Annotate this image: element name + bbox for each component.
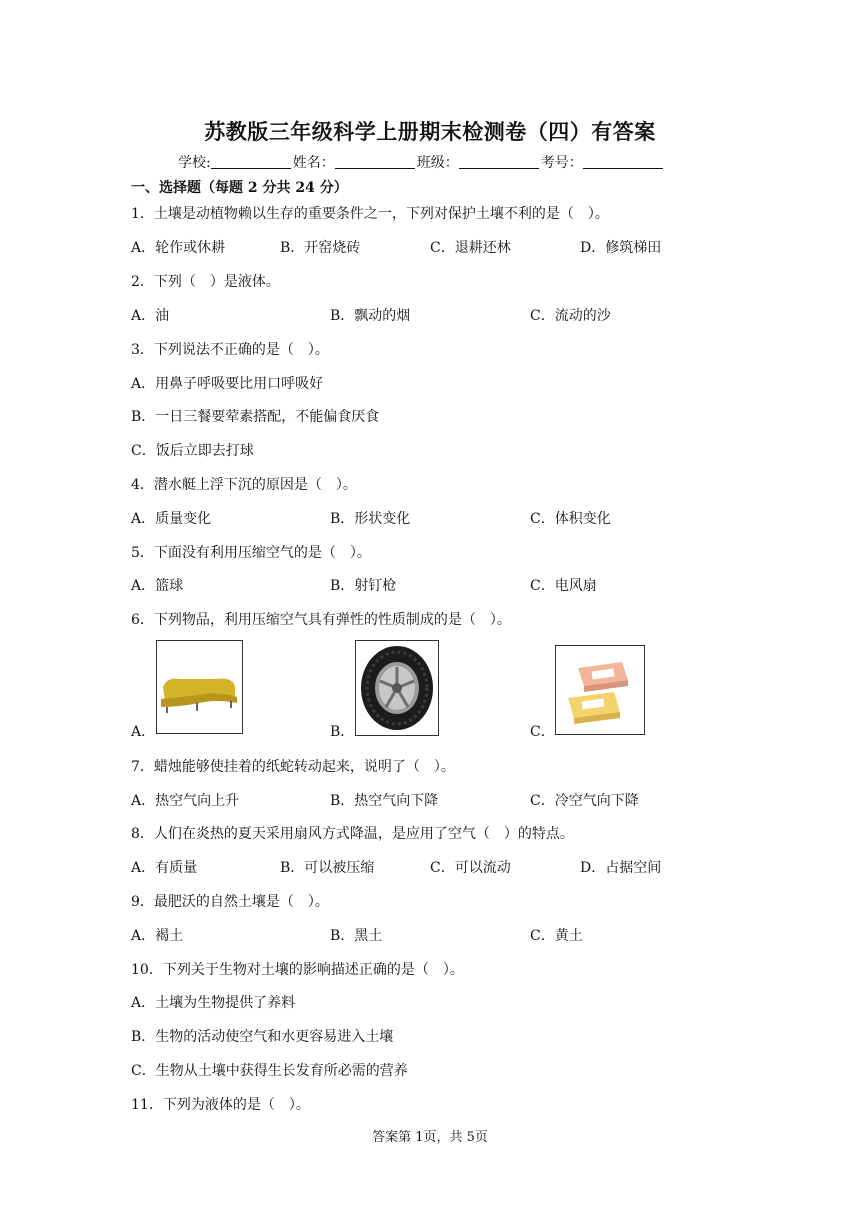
class-label: 班级： <box>416 155 459 171</box>
question-6: 6．下列物品，利用压缩空气具有弹性的性质制成的是（ ）。 <box>131 612 511 628</box>
q6-option-b[interactable]: B． <box>330 724 355 740</box>
class-blank[interactable] <box>459 154 539 169</box>
question-2: 2．下列（ ）是液体。 <box>131 274 280 290</box>
question-11: 11．下列为液体的是（ ）。 <box>131 1097 310 1113</box>
question-8: 8．人们在炎热的夏天采用扇风方式降温，是应用了空气（ ）的特点。 <box>131 826 574 842</box>
q3-option-c[interactable]: C．饭后立即去打球 <box>131 443 254 459</box>
question-10: 10．下列关于生物对土壤的影响描述正确的是（ ）。 <box>131 962 464 978</box>
question-4: 4．潜水艇上浮下沉的原因是（ ）。 <box>131 477 357 493</box>
q2-option-c[interactable]: C．流动的沙 <box>530 308 611 324</box>
question-1: 1．土壤是动植物赖以生存的重要条件之一，下列对保护土壤不利的是（ ）。 <box>131 206 609 222</box>
q8-option-b[interactable]: B．可以被压缩 <box>280 860 375 876</box>
q6-option-c[interactable]: C． <box>530 724 555 740</box>
q7-option-b[interactable]: B．热空气向下降 <box>330 793 439 809</box>
q8-option-c[interactable]: C．可以流动 <box>430 860 511 876</box>
name-label: 姓名： <box>292 155 335 171</box>
q8-option-a[interactable]: A．有质量 <box>131 860 198 876</box>
school-blank[interactable] <box>211 154 291 169</box>
student-info-line <box>178 152 665 172</box>
q6-option-a[interactable]: A． <box>131 724 156 740</box>
q3-option-b[interactable]: B．一日三餐要荤素搭配，不能偏食厌食 <box>131 409 380 425</box>
q4-option-b[interactable]: B．形状变化 <box>330 511 411 527</box>
q2-option-a[interactable]: A．油 <box>131 308 170 324</box>
q7-option-a[interactable]: A．热空气向上升 <box>131 793 240 809</box>
question-5: 5．下面没有利用压缩空气的是（ ）。 <box>131 545 371 561</box>
page-title: 苏教版三年级科学上册期末检测卷（四）有答案 <box>204 119 656 144</box>
q7-option-c[interactable]: C．冷空气向下降 <box>530 793 639 809</box>
q5-option-c[interactable]: C．电风扇 <box>530 578 597 594</box>
q4-option-c[interactable]: C．体积变化 <box>530 511 611 527</box>
exam-no-blank[interactable] <box>583 154 663 169</box>
section-heading: 一、选择题（每题 2 分共 24 分） <box>131 180 348 196</box>
q9-option-b[interactable]: B．黑土 <box>330 928 383 944</box>
exam-no-label: 考号： <box>540 155 583 171</box>
q4-option-a[interactable]: A．质量变化 <box>131 511 212 527</box>
question-3: 3．下列说法不正确的是（ ）。 <box>131 342 329 358</box>
sofa-image[interactable] <box>156 640 243 734</box>
question-7: 7．蜡烛能够使挂着的纸蛇转动起来，说明了（ ）。 <box>131 759 455 775</box>
q1-option-b[interactable]: B．开窑烧砖 <box>280 240 361 256</box>
q9-option-a[interactable]: A．褐土 <box>131 928 184 944</box>
q3-option-a[interactable]: A．用鼻子呼吸要比用口呼吸好 <box>131 376 324 392</box>
q9-option-c[interactable]: C．黄土 <box>530 928 583 944</box>
q5-option-b[interactable]: B．射钉枪 <box>330 578 397 594</box>
name-blank[interactable] <box>335 154 415 169</box>
school-label: 学校: <box>178 155 211 171</box>
q8-option-d[interactable]: D．占据空间 <box>580 860 662 876</box>
q2-option-b[interactable]: B．飘动的烟 <box>330 308 411 324</box>
question-9: 9．最肥沃的自然土壤是（ ）。 <box>131 894 329 910</box>
q1-option-a[interactable]: A．轮作或休耕 <box>131 240 226 256</box>
q1-option-c[interactable]: C．退耕还林 <box>430 240 511 256</box>
q5-option-a[interactable]: A．篮球 <box>131 578 184 594</box>
q1-option-d[interactable]: D．修筑梯田 <box>580 240 662 256</box>
page-footer: 答案第 1页，共 5页 <box>372 1130 488 1145</box>
q10-option-b[interactable]: B．生物的活动使空气和水更容易进入土壤 <box>131 1029 394 1045</box>
q10-option-a[interactable]: A．土壤为生物提供了养料 <box>131 995 296 1011</box>
q10-option-c[interactable]: C．生物从土壤中获得生长发育所必需的营养 <box>131 1063 408 1079</box>
tire-image[interactable] <box>355 640 439 736</box>
sponge-image[interactable] <box>555 645 645 735</box>
